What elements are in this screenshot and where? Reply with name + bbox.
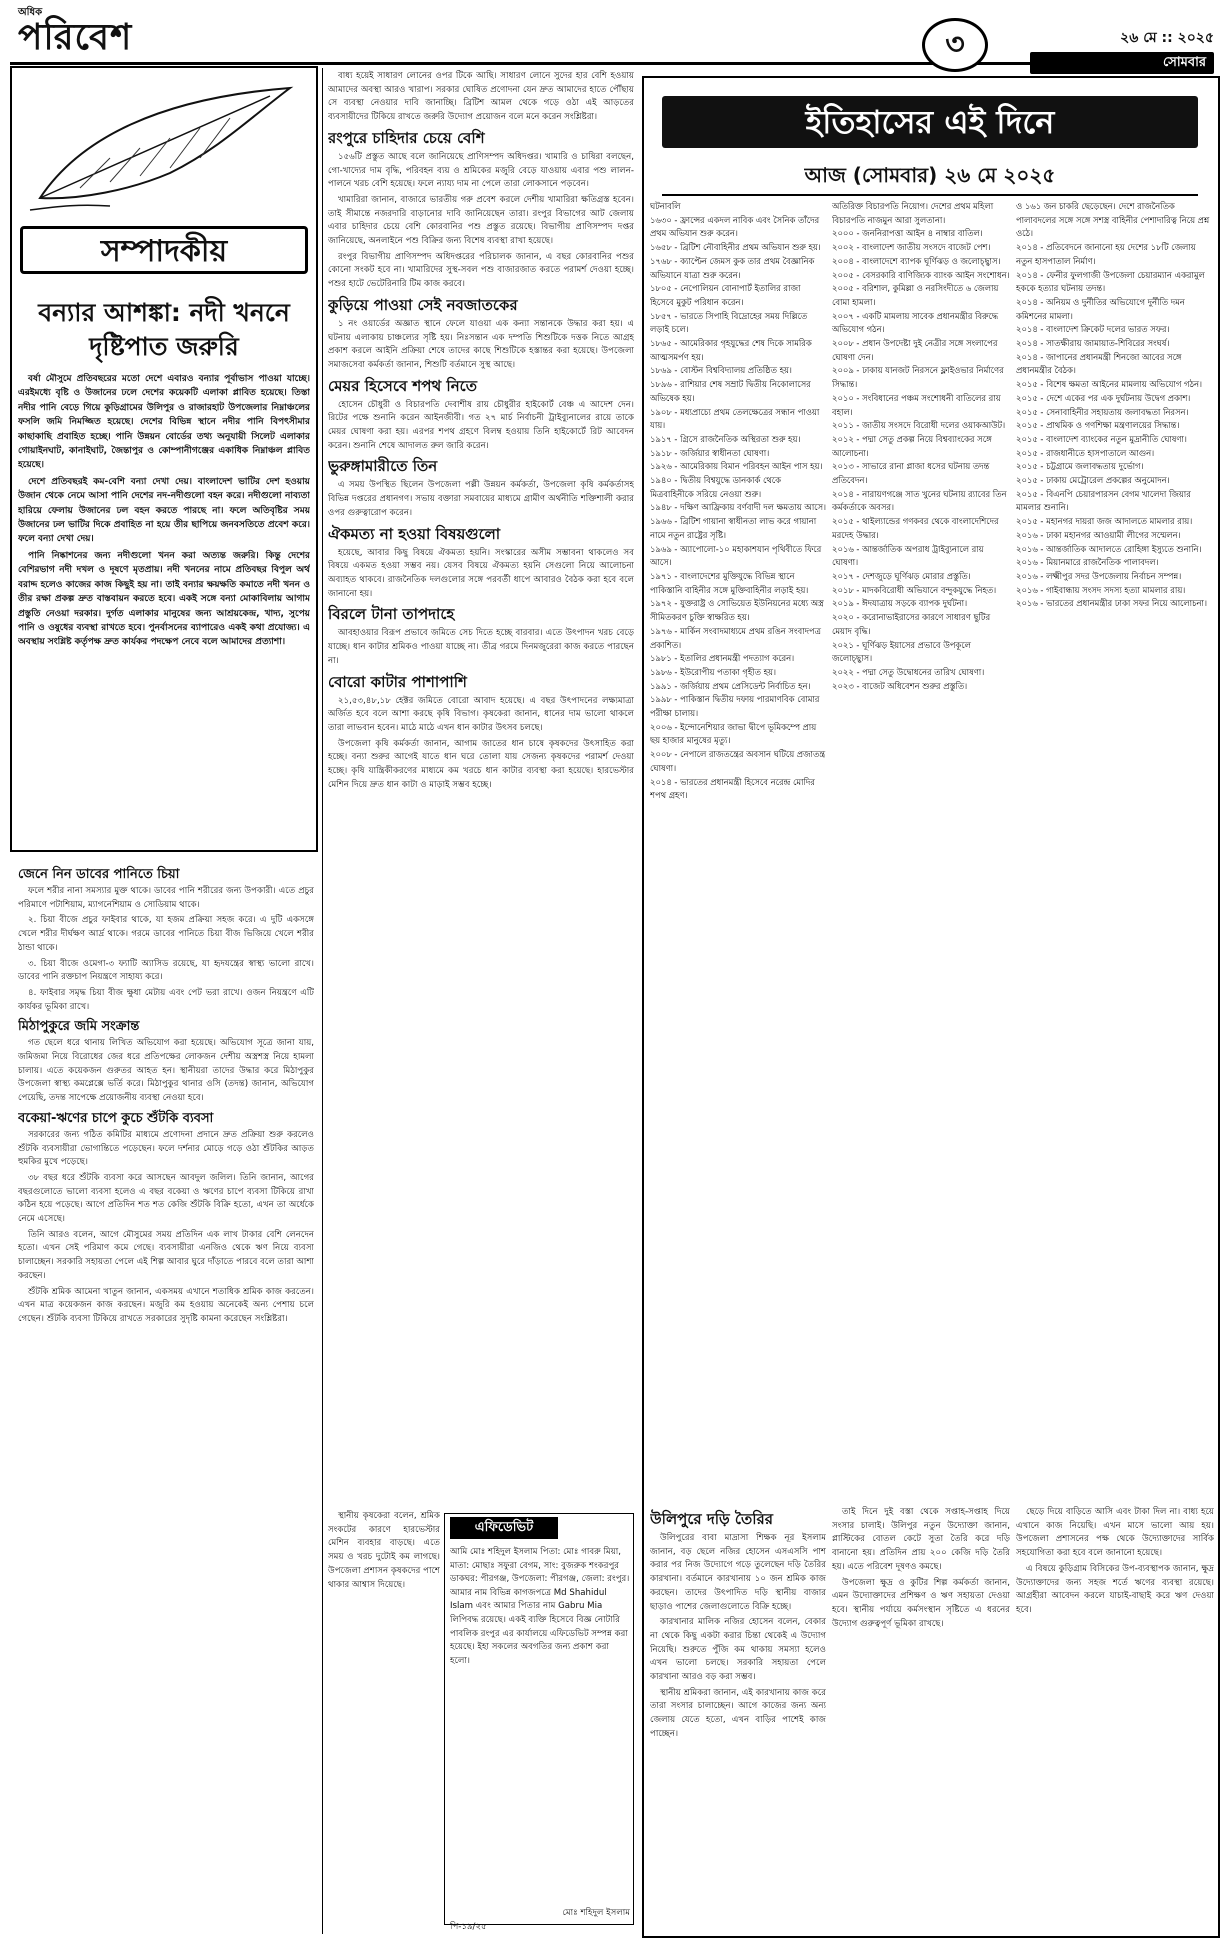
history-entry: ১৯২৬ - আমেরিকায় বিমান পরিবহন আইন পাস হয়। xyxy=(650,461,823,472)
history-title: ইতিহাসের এই দিনে xyxy=(662,96,1198,148)
history-entry: ও ১৬১ জন চাকরি ছেড়েছেন। দেশে রাজনৈতিক পালাবদলের সঙ্গে সঙ্গে সশস্ত্র বাহিনীর পেশাদারিত্ব নিয়ে প্রশ্ন ওঠে। xyxy=(1016,201,1210,239)
history-column-1 xyxy=(650,200,826,1500)
history-entry: ২০১৫ - বিএনপি চেয়ারপারসন বেগম খালেদা জিয়ার মামলার শুনানি। xyxy=(1016,488,1191,513)
article-paragraph: ৩৮ বছর ধরে শুঁটকি ব্যবসা করে আসছেন আবদুল জলিল। তিনি জানান, আগের বছরগুলোতে ভালো ব্যবসা হলেও এ বছর বকেয়া ও ঋণের চাপে ব্যবসা টিকিয়ে রাখা কঠিন হয়ে পড়েছে। আগে প্রতিদিন শত শত কেজি শুঁটকি বিক্রি হতো, এখন তা অর্ধেকে নেমে এসেছে। xyxy=(18,1172,314,1225)
article-paragraph: গত ছেলে ধরে থানায় লিখিত অভিযোগ করা হয়েছে। অভিযোগ সূত্রে জানা যায়, জমিজমা নিয়ে বিরোধের জের ধরে প্রতিপক্ষের লোকজন দেশীয় অস্ত্রশস্ত্র নিয়ে হামলা চালায়। এতে কয়েকজন গুরুতর আহত হন। স্থানীয়রা তাদের উদ্ধার করে মিঠাপুকুর উপজেলা স্বাস্থ্য কমপ্লেক্সে ভর্তি করে। মিঠাপুকুর থানার ওসি (তদন্ত) জানান, অভিযোগ পেয়েছি, তদন্ত সাপেক্ষে প্রয়োজনীয় ব্যবস্থা নেওয়া হবে। xyxy=(18,1038,314,1104)
article-paragraph: কারখানার মালিক নজির হোসেন বলেন, বেকার না থেকে কিছু একটা করার চিন্তা থেকেই এ উদ্যোগ নিয়েছি। শুরুতে পুঁজি কম থাকায় সমস্যা হলেও এখন ভালো চলছে। সরকারি সহায়তা পেলে কারখানা আরও বড় করা সম্ভব। xyxy=(650,1617,826,1683)
history-entry: ১৯৪৮ - দক্ষিণ আফ্রিকায় বর্ণবাদী দল ক্ষমতায় আসে। xyxy=(650,502,826,513)
article-paragraph: ছেড়ে দিয়ে বাড়িতে আসি এবং টাকা দিল না। বাধ্য হয়ে এখানে কাজ নিয়েছি। এখন মাসে ভালো আয় হয়। উপজেলা প্রশাসনের পক্ষ থেকে উদ্যোক্তাদের সার্বিক সহযোগিতা করা হবে বলে জানানো হয়েছে। xyxy=(1016,1507,1214,1559)
history-entry: ১৯৭৬ - মার্কিন সংবাদমাধ্যমে প্রথম রঙিন সংবাদপত্র প্রকাশিত। xyxy=(650,625,821,650)
editorial-headline: বন্যার আশঙ্কা: নদী খননে দৃষ্টিপাত জরুরি xyxy=(38,298,290,361)
history-entry: ২০১৩ - সাভারে রানা প্লাজা ধসের ঘটনায় তদন্ত প্রতিবেদন। xyxy=(832,461,990,486)
history-entry: ২০০০ - জননিরাপত্তা আইন ৪ নাম্বার বাতিল। xyxy=(832,228,983,239)
history-entry: ১৯১৮ - জর্জিয়ার স্বাধীনতা ঘোষণা। xyxy=(650,447,770,458)
article-headline: বোরো কাটার পাশাপাশি xyxy=(328,672,467,691)
article-paragraph: ২. চিয়া বীজে প্রচুর ফাইবার থাকে, যা হজম প্রক্রিয়া সহজ করে। এ দুটি একসঙ্গে খেলে শরীর দীর্ঘক্ষণ আর্দ্র থাকে। গরমে ডাবের পানিতে চিয়া বীজ ভিজিয়ে খেলে শরীর ঠান্ডা থাকে। xyxy=(18,915,314,953)
article-paragraph: ১ নং ওয়ার্ডের অজ্ঞাত স্থানে ফেলে যাওয়া এক কন্যা সন্তানকে উদ্ধার করা হয়। এ ঘটনায় এলাকায় চাঞ্চল্যের সৃষ্টি হয়। নিঃসন্তান এক দম্পতি শিশুটিকে দত্তক নিতে আগ্রহ প্রকাশ করলে আইনি প্রক্রিয়া শেষে তাদের কাছে শিশুটিকে হস্তান্তর করা হয়েছে। উপজেলা সমাজসেবা কর্মকর্তা জানান, শিশুটি বর্তমানে সুস্থ আছে। xyxy=(328,318,634,370)
article-headline: বিরলে টানা তাপদাহে xyxy=(328,605,455,624)
article-paragraph: সরকারের জন্য গঠিত কমিটির মাধ্যমে প্রণোদনা প্রদানে দ্রুত প্রক্রিয়া শুরু করলেও শুঁটকি ব্যবসায়ীরা ভোগান্তিতে পড়েছেন। ফলে দর্শনার মোড়ে গড়ে ওঠা শুঁটকির আড়ত হুমকির মুখে পড়েছে। xyxy=(18,1129,314,1168)
history-entry: ১৭৬৮ - ক্যাপ্টেন জেমস কুক তার প্রথম বৈজ্ঞানিক অভিযানে যাত্রা শুরু করেন। xyxy=(650,255,815,280)
issue-date: ২৬ মে :: ২০২৫ xyxy=(1120,30,1214,46)
article-paragraph: তাই দিনে দুই বস্তা থেকে সপ্তাহ-সপ্তাহ দিয়ে সংসার চালাই। উলিপুর নতুন উদ্যোক্তা জানান, প্লাস্টিকের বোতল কেটে সুতা তৈরি করে দড়ি বানানো হয়। প্রতিদিন প্রায় ২০০ কেজি দড়ি তৈরি হয়। এতে পরিবেশ দূষণও কমছে। xyxy=(832,1507,1010,1572)
history-entry: ২০১৫ - রাজধানীতে হাসপাতালে আগুন। xyxy=(1016,447,1155,458)
history-entry: ২০১৪ - বাংলাদেশ ক্রিকেট দলের ভারত সফর। xyxy=(1016,324,1170,335)
history-entry: ২০০৪ - বাংলাদেশে ব্যাপক ঘূর্ণিঝড় ও জলোচ্ছ্বাস। xyxy=(832,255,1001,266)
history-column-3 xyxy=(1016,200,1214,1500)
history-entry: ২০১৬ - গাইবান্ধায় সংসদ সদস্য হত্যা মামলার রায়। xyxy=(1016,584,1186,595)
article-paragraph: হয়েছে, আবার কিছু বিষয়ে ঐকমত্য হয়নি। সংস্কারের অসীম সম্ভাবনা থাকলেও সব বিষয়ে একমত হওয়া সম্ভব নয়। যেসব বিষয়ে ঐকমত্য হয়নি সেগুলো নিয়ে আলোচনা অব্যাহত থাকবে। রাজনৈতিক দলগুলোর সঙ্গে পরবর্তী ধাপে আবারও বৈঠক করা হবে বলে জানানো হয়। xyxy=(328,547,634,599)
history-entry: ১৮৬৫ - আমেরিকার গৃহযুদ্ধের শেষ দিকে সামরিক আত্মসমর্পণ হয়। xyxy=(650,338,812,362)
history-entry: ১৯৮৬ - ইউরোপীয় পতাকা গৃহীত হয়। xyxy=(650,666,776,677)
article-headline: বকেয়া-ঋণের চাপে কুচে শুঁটকি ব্যবসা xyxy=(18,1110,214,1126)
article-paragraph: খামারিরা জানান, বাজারে ভারতীয় গরু প্রবেশ করলে দেশীয় খামারিরা ক্ষতিগ্রস্ত হবেন। তাই সীমান্তে নজরদারি বাড়ানোর দাবি জানিয়েছেন তারা। রংপুর বিভাগের আট জেলায় এবার চাহিদার চেয়ে বেশি কোরবানির পশু প্রস্তুত রয়েছে। বিভাগীয় প্রাণিসম্পদ দপ্তর জানিয়েছে, অনলাইনে পশু বিক্রির জন্য বিশেষ ব্যবস্থা রাখা হয়েছে। xyxy=(328,194,634,247)
history-entry: ২০১৪ - ভারতের প্রধানমন্ত্রী হিসেবে নরেন্দ্র মোদির শপথ গ্রহণ। xyxy=(650,776,815,801)
history-entry: ১৮৫৭ - ভারতে সিপাহি বিদ্রোহের সময় দিল্লিতে লড়াই চলে। xyxy=(650,310,808,335)
article-headline: মেয়র হিসেবে শপথ নিতে xyxy=(328,376,477,395)
history-entry: ২০০৬ - ইন্দোনেশিয়ার জাভা দ্বীপে ভূমিকম্পে প্রায় ছয় হাজার মানুষের মৃত্যু। xyxy=(650,721,817,746)
bottom-article-column-2 xyxy=(832,1506,1010,1934)
article-paragraph: ২১,৫৩,৪৮,১৮ হেক্টর জমিতে বোরো আবাদ হয়েছে। এ বছর উৎপাদনের লক্ষ্যমাত্রা অর্জিত হবে বলে আশা করছে কৃষি বিভাগ। কৃষকেরা জানান, ধানের দাম ভালো থাকলে তারা লাভবান হবেন। মাঠে মাঠে এখন ধান কাটার উৎসব চলছে। xyxy=(328,695,634,733)
article-paragraph: উপজেলা কৃষি কর্মকর্তা জানান, আগাম জাতের ধান চাষে কৃষকদের উৎসাহিত করা হচ্ছে। বন্যা শুরুর আগেই যাতে ধান ঘরে তোলা যায় সেজন্য কৃষকদের পরামর্শ দেওয়া হচ্ছে। কৃষি যান্ত্রিকীকরণের মাধ্যমে কম খরচে ধান কাটার ব্যবস্থা করা হয়েছে। হারভেস্টার মেশিন দিয়ে দ্রুত ধান কাটা ও মাড়াই সম্ভব হচ্ছে। xyxy=(328,738,634,790)
history-entry: ২০০৫ - বেসরকারি বাণিজ্যিক ব্যাংক আইন সংশোধন। xyxy=(832,269,1010,280)
article-headline: ঐকমত্য না হওয়া বিষয়গুলো xyxy=(328,524,501,543)
history-entry: ২০১৫ - মহানগর দায়রা জজ আদালতে মামলার রায়। xyxy=(1016,516,1193,527)
issue-day: সোমবার xyxy=(1030,52,1214,74)
history-entry: ২০১৪ - নারায়ণগঞ্জে সাত খুনের ঘটনায় র‍্যাবের তিন কর্মকর্তাকে অবসর। xyxy=(832,488,1007,513)
history-entry: ১৮৯৬ - রাশিয়ার শেষ সম্রাট দ্বিতীয় নিকোলাসের অভিষেক হয়। xyxy=(650,379,811,403)
history-entry: ২০১৬ - মিয়ানমারে রাজনৈতিক পালাবদল। xyxy=(1016,557,1159,568)
history-entry: ১৬৫৮ - ব্রিটিশ নৌবাহিনীর প্রথম অভিযান শুরু হয়। xyxy=(650,242,821,253)
article-headline: জেনে নিন ডাবের পানিতে চিয়া xyxy=(18,867,180,882)
history-entry: ২০১১ - জাতীয় সংসদে বিরোধী দলের ওয়াকআউট। xyxy=(832,420,1006,431)
history-entry: ২০১৫ - বাংলাদেশ ব্যাংকের নতুন মুদ্রানীতি ঘোষণা। xyxy=(1016,433,1187,444)
article-paragraph: ফলে শরীর নানা সমস্যার মুক্ত থাকে। ডাবের পানি শরীরের জন্য উপকারী। এতে প্রচুর পরিমাণে পটাশিয়াম, ম্যাগনেশিয়াম ও সোডিয়াম থাকে। xyxy=(18,886,314,910)
history-subtitle-rule xyxy=(662,194,1198,196)
history-entry: ২০১৭ - দেশজুড়ে ঘূর্ণিঝড় মোরার প্রস্তুতি। xyxy=(832,570,971,581)
history-entry: ২০০৮ - নেপালে রাজতন্ত্রের অবসান ঘটিয়ে প্রজাতন্ত্র ঘোষণা। xyxy=(650,749,826,773)
history-entry: ২০২৩ - বাজেট অধিবেশন শুরুর প্রস্তুতি। xyxy=(832,680,968,691)
article-paragraph: তিনি আরও বলেন, আগে মৌসুমের সময় প্রতিদিন এক লাখ টাকার বেশি লেনদেন হতো। এখন সেই পরিমাণ কমে গেছে। ব্যবসায়ীরা এনজিও থেকে ঋণ নিয়ে ব্যবসা চালাচ্ছেন। সরকারি সহায়তা পেলে এই শিল্প আবার ঘুরে দাঁড়াতে পারবে বলে তারা আশা করছেন। xyxy=(18,1229,314,1281)
history-entry: ২০১৬ - আন্তর্জাতিক আদালতে রোহিঙ্গা ইস্যুতে শুনানি। xyxy=(1016,543,1202,554)
history-entry: ২০১৫ - চট্টগ্রামে জলাবদ্ধতায় দুর্ভোগ। xyxy=(1016,461,1144,472)
history-entry: ১৯৮১ - ইতালির প্রধানমন্ত্রী পদত্যাগ করেন। xyxy=(650,653,795,664)
history-entry: ২০১৫ - থাইল্যান্ডের গণকবর থেকে বাংলাদেশিদের মরদেহ উদ্ধার। xyxy=(832,516,999,540)
history-entry: ২০১৬ - ভারতের প্রধানমন্ত্রীর ঢাকা সফর নিয়ে আলোচনা। xyxy=(1016,598,1207,609)
history-entry: ২০১৫ - দেশে একের পর এক দুর্ঘটনায় উদ্বেগ প্রকাশ। xyxy=(1016,392,1191,403)
history-entry: ২০০৮ - প্রধান উপদেষ্টা দুই নেত্রীর সঙ্গে সংলাপের ঘোষণা দেন। xyxy=(832,338,998,362)
history-entry: ১৯৭১ - বাংলাদেশের মুক্তিযুদ্ধে বিভিন্ন স্থানে পাকিস্তানি বাহিনীর সঙ্গে মুক্তিবাহিনীর লড়াই হয়। xyxy=(650,570,809,595)
history-entry: ২০১৪ - অনিয়ম ও দুর্নীতির অভিযোগে দুর্নীতি দমন কমিশনের মামলা। xyxy=(1016,296,1185,321)
column-divider xyxy=(322,68,323,1934)
article-paragraph: স্থানীয় কৃষকেরা বলেন, শ্রমিক সংকটের কারণে হারভেস্টার মেশিন ব্যবহার বাড়ছে। এতে সময় ও খরচ দুটোই কম লাগছে। উপজেলা প্রশাসন কৃষকদের পাশে থাকার আশ্বাস দিয়েছে। xyxy=(328,1511,440,1590)
article-headline: ভুরুঙ্গামারীতে তিন xyxy=(328,457,438,476)
history-entry: ২০১৮ - মাদকবিরোধী অভিযানে বন্দুকযুদ্ধে নিহত। xyxy=(832,584,997,595)
history-entry: ২০২১ - ঘূর্ণিঝড় ইয়াসের প্রভাবে উপকূলে জলোচ্ছ্বাস। xyxy=(832,639,971,664)
history-subtitle: আজ (সোমবার) ২৬ মে ২০২৫ xyxy=(804,163,1056,187)
history-entry: ১৬৩০ - ফ্রান্সের একদল নাবিক এবং সৈনিক তাঁদের প্রথম অভিযান শুরু করেন। xyxy=(650,214,820,239)
article-paragraph: এ সময় উপস্থিত ছিলেন উপজেলা পল্লী উন্নয়ন কর্মকর্তা, উপজেলা কৃষি কর্মকর্তাসহ বিভিন্ন দপ্তরের প্রধানগণ। সভায় বক্তারা সমবায়ের মাধ্যমে গ্রামীণ অর্থনীতি শক্তিশালী করার ওপর গুরুত্বারোপ করেন। xyxy=(328,480,634,518)
logo-tagline: অধিক xyxy=(18,7,43,18)
feather-pen-icon xyxy=(20,78,310,218)
history-entry: ১৯৯১ - জর্জিয়ায় প্রথম প্রেসিডেন্ট নির্বাচিত হন। xyxy=(650,680,811,691)
affidavit-title: এফিডেভিট xyxy=(450,1517,558,1539)
history-entry: ২০১৬ - আন্তর্জাতিক অপরাধ ট্রাইব্যুনালে রায় ঘোষণা। xyxy=(832,543,984,568)
history-entry: ২০০৫ - বরিশাল, কুমিল্লা ও নরসিংদীতে ৬ জেলায় বোমা হামলা। xyxy=(832,283,999,307)
history-entry: ১৯৬৬ - ব্রিটিশ গায়ানা স্বাধীনতা লাভ করে গায়ানা নামে নতুন রাষ্ট্রের সৃষ্টি। xyxy=(650,516,817,540)
history-entry: ১৯৭২ - যুক্তরাষ্ট্র ও সোভিয়েত ইউনিয়নের মধ্যে অস্ত্র সীমিতকরণ চুক্তি স্বাক্ষরিত হয়। xyxy=(650,598,824,623)
history-entry: ২০১৪ - প্রতিবেদনে জানানো হয় দেশের ১৮টি জেলায় নতুন হাসপাতাল নির্মাণ। xyxy=(1016,242,1196,266)
history-entry: ২০১৯ - ঈদযাত্রায় সড়কে ব্যাপক দুর্ঘটনা। xyxy=(832,598,968,609)
article-headline: মিঠাপুকুরে জমি সংক্রান্ত xyxy=(18,1019,140,1035)
newspaper-logo xyxy=(18,8,198,60)
left-news-column xyxy=(18,862,314,1932)
article-paragraph: আবহাওয়ার বিরূপ প্রভাবে জমিতে সেচ দিতে হচ্ছে বারবার। এতে উৎপাদন খরচ বেড়ে যাচ্ছে। ধান কাটার শ্রমিকও পাওয়া যাচ্ছে না। তীব্র গরমে দিনমজুরেরা কাজ করতে পারছেন না। xyxy=(328,628,634,666)
middle-news-column xyxy=(328,70,634,1506)
history-entry: ২০১৪ - সাতক্ষীরায় জামায়াত-শিবিরের সংঘর্ষ। xyxy=(1016,338,1170,349)
history-entry: ঘটনাবলি xyxy=(650,201,681,211)
history-entry: ২০১০ - সংবিধানের পঞ্চম সংশোধনী বাতিলের রায় বহাল। xyxy=(832,392,1001,417)
history-entry: ২০২০ - করোনাভাইরাসের কারণে সাধারণ ছুটির মেয়াদ বৃদ্ধি। xyxy=(832,612,991,636)
history-entry: অতিরিক্ত বিচারপতি নিয়োগ। দেশের প্রথম মহিলা বিচারপতি নাজমুন আরা সুলতানা। xyxy=(832,201,994,225)
article-headline: কুড়িয়ে পাওয়া সেই নবজাতকের xyxy=(328,295,518,314)
history-entry: ২০১৫ - সেনাবাহিনীর সহায়তায় জলাবদ্ধতা নিরসন। xyxy=(1016,406,1189,417)
history-entry: ১৮০৫ - নেপোলিয়ন বোনাপার্ট ইতালির রাজা হিসেবে মুকুট পরিধান করেন। xyxy=(650,283,801,307)
history-entry: ১৯৪০ - দ্বিতীয় বিশ্বযুদ্ধে ডানকার্ক থেকে মিত্রবাহিনীকে সরিয়ে নেওয়া শুরু। xyxy=(650,475,782,499)
page-number: ৩ xyxy=(922,18,988,72)
history-column-2 xyxy=(832,200,1010,1500)
history-entry: ২০১৫ - বিশেষ ক্ষমতা আইনের মামলায় অভিযোগ গঠন। xyxy=(1016,379,1202,390)
affidavit-code: পি-১৯/২৫ xyxy=(450,1922,487,1932)
article-paragraph: উপজেলা ক্ষুদ্র ও কুটির শিল্প কর্মকর্তা জানান, এমন উদ্যোক্তাদের প্রশিক্ষণ ও ঋণ সহায়তা দেওয়া হবে। স্থানীয় পর্যায়ে কর্মসংস্থান সৃষ্টিতে এ ধরনের উদ্যোগ গুরুত্বপূর্ণ ভূমিকা রাখছে। xyxy=(832,1577,1010,1629)
article-headline: উলিপুরে দড়ি তৈরির xyxy=(650,1510,774,1528)
history-entry: ১৯১৭ - গ্রিসে রাজনৈতিক অস্থিরতা শুরু হয়। xyxy=(650,433,801,444)
editorial-label: সম্পাদকীয় xyxy=(20,226,308,274)
editorial-paragraph: দেশে প্রতিবছরই কম-বেশি বন্যা দেখা দেয়। বাংলাদেশ ভাটির দেশ হওয়ায় উজান থেকে নেমে আসা পানি দেশের নদ-নদীগুলো বহন করে। নদীগুলো নাব্যতা হারিয়ে ফেলায় উজানের ঢল বহন করতে পারছে না। ফলে অতিবৃষ্টির সময় উজানের ঢল ভাটির দিকে প্রবাহিত না হয়ে তীর ছাপিয়ে জনবসতিতে প্রবেশ করে। ফলে বন্যা দেখা দেয়। xyxy=(18,476,310,545)
article-paragraph: এ বিষয়ে কুড়িগ্রাম বিসিকের উপ-ব্যবস্থাপক জানান, ক্ষুদ্র উদ্যোক্তাদের জন্য সহজ শর্তে ঋণের ব্যবস্থা রয়েছে। আগ্রহীরা আবেদন করলে যাচাই-বাছাই করে ঋণ দেওয়া হবে। xyxy=(1016,1563,1214,1615)
bottom-article-column-1 xyxy=(650,1506,826,1934)
editorial-paragraph: বর্ষা মৌসুমে প্রতিবছরের মতো দেশে এবারও বন্যার পূর্বাভাস পাওয়া যাচ্ছে। এরইমধ্যে বৃষ্টি ও উজানের ঢলে দেশের কয়েকটি এলাকা প্লাবিত হয়েছে। তিস্তা নদীর পানি বেড়ে গিয়ে কুড়িগ্রামের উলিপুর ও রাজারহাট উপজেলার নিম্নাঞ্চলের ফসলি জমি নিমজ্জিত হয়েছে। দেশের বিভিন্ন স্থানে নদীর পানি বিপৎসীমার কাছাকাছি প্রবাহিত হচ্ছে। পানি উন্নয়ন বোর্ডের তথ্য অনুযায়ী সিলেট এলাকার গোয়াইনঘাট, কানাইঘাট, জৈন্তাপুর ও কোম্পানীগঞ্জের একাধিক নিম্নাঞ্চল প্লাবিত হয়েছে। xyxy=(18,374,310,471)
history-entry: ২০১৬ - লক্ষ্মীপুর সদর উপজেলায় নির্বাচন সম্পন্ন। xyxy=(1016,570,1182,581)
middle-news-column-continued xyxy=(328,1510,440,1934)
history-entry: ১৯০৮ - মধ্যপ্রাচ্যে প্রথম তেলক্ষেত্রের সন্ধান পাওয়া যায়। xyxy=(650,406,820,431)
article-paragraph: বাধ্য হয়েই সাধারণ লোনের ওপর টিকে আছি। সাধারণ লোনে সুদের হার বেশি হওয়ায় আমাদের অবস্থা আরও খারাপ। সরকার ঘোষিত প্রণোদনা যেন দ্রুত আমাদের হাতে পৌঁছায় সে ব্যবস্থা নেওয়ার দাবি জানাচ্ছি। ব্রিটিশ আমল থেকে গড়ে ওঠা এই আড়তের ব্যবসায়ীদের টিকিয়ে রাখতে জরুরি উদ্যোগ প্রয়োজন বলে মনে করেন সংশ্লিষ্টরা। xyxy=(328,71,634,123)
history-entry: ১৯৯৮ - পাকিস্তান দ্বিতীয় দফায় পারমাণবিক বোমার পরীক্ষা চালায়। xyxy=(650,694,820,719)
history-entry: ২০২২ - পদ্মা সেতু উদ্বোধনের তারিখ ঘোষণা। xyxy=(832,666,985,677)
history-entry: ১৯৬৯ - অ্যাপোলো-১০ মহাকাশযান পৃথিবীতে ফিরে আসে। xyxy=(650,543,822,568)
article-paragraph: ৪. ফাইবার সমৃদ্ধ চিয়া বীজ ক্ষুধা মেটায় এবং পেট ভরা রাখে। ওজন নিয়ন্ত্রণে এটি কার্যকর ভূমিকা রাখে। xyxy=(18,987,314,1012)
history-entry: ১৮৬৯ - বোস্টন বিশ্ববিদ্যালয় প্রতিষ্ঠিত হয়। xyxy=(650,365,792,376)
article-headline: রংপুরে চাহিদার চেয়ে বেশি xyxy=(328,128,485,147)
article-paragraph: ১৫৬টি প্রস্তুত আছে বলে জানিয়েছে প্রাণিসম্পদ অধিদপ্তর। খামারি ও চাষিরা বলছেন, গো-খাদ্যের দাম বৃদ্ধি, পরিবহন ব্যয় ও শ্রমিকের মজুরি বেড়ে যাওয়ায় এবার পশু লালন-পালনে খরচ বেশি হয়েছে। ফলে ন্যায্য দাম না পেলে তারা লোকসানে পড়বেন। xyxy=(328,151,634,190)
history-entry: ২০১৬ - ঢাকা মহানগর আওয়ামী লীগের সম্মেলন। xyxy=(1016,529,1181,540)
article-paragraph: শুঁটকি শ্রমিক আমেনা খাতুন জানান, একসময় এখানে শতাধিক শ্রমিক কাজ করতেন। এখন মাত্র কয়েকজন কাজ করছেন। মজুরি কম হওয়ায় অনেকেই অন্য পেশায় চলে গেছেন। শুঁটকি ব্যবসা টিকিয়ে রাখতে সরকারের সুদৃষ্টি কামনা করেছেন সংশ্লিষ্টরা। xyxy=(18,1286,314,1324)
article-paragraph: স্থানীয় শ্রমিকরা জানান, এই কারখানায় কাজ করে তারা সংসার চালাচ্ছেন। আগে কাজের জন্য অন্য জেলায় যেতে হতো, এখন বাড়ির পাশেই কাজ পাচ্ছেন। xyxy=(650,1687,826,1739)
history-entry: ২০১২ - পদ্মা সেতু প্রকল্প নিয়ে বিশ্বব্যাংকের সঙ্গে আলোচনা। xyxy=(832,433,992,458)
article-paragraph: রংপুর বিভাগীয় প্রাণিসম্পদ অধিদপ্তরের পরিচালক জানান, এ বছর কোরবানির পশুর কোনো সংকট হবে না। খামারিদের সুস্থ-সবল পশু বাজারজাত করতে পরামর্শ দেওয়া হচ্ছে। পশুর হাটে ভেটেরিনারি টিম কাজ করবে। xyxy=(328,251,634,290)
editorial-body xyxy=(18,372,310,846)
history-entry: ২০১৫ - ঢাকায় মেট্রোরেল প্রকল্পের অনুমোদন। xyxy=(1016,475,1170,486)
affidavit-body: আমি মোঃ শহিদুল ইসলাম পিতা: মোঃ গাবরু মিয়া, মাতা: মোছাঃ সফুরা বেগম, সাং: বুজরুক শংকরপুর ডাকঘর: পীরগঞ্জ, উপজেলা: পীরগঞ্জ, জেলা: রংপুর। আমার নাম বিভিন্ন কাগজপত্রে Md Shahidul Islam এবং আমার পিতার নাম Gabru Mia লিপিবদ্ধ রয়েছে। একই ব্যক্তি হিসেবে বিজ্ঞ নোটারি পাবলিক রংপুর এর কার্যালয়ে এফিডেভিট সম্পন্ন করা হয়েছে। ইহা সকলের অবগতির জন্য প্রকাশ করা হলো। xyxy=(450,1547,630,1666)
history-entry: ২০১৫ - প্রাথমিক ও গণশিক্ষা মন্ত্রণালয়ের সিদ্ধান্ত। xyxy=(1016,420,1180,431)
article-paragraph: হোসেন চৌধুরী ও বিচারপতি দেবাশীষ রায় চৌধুরীর হাইকোর্ট বেঞ্চ এ আদেশ দেন। রিটের পক্ষে শুনানি করেন আইনজীবী। গত ২৭ মার্চ নির্বাচনী ট্রাইব্যুনালের রায়ে তাকে মেয়র ঘোষণা করা হয়। এরপর শপথ গ্রহণে বিলম্ব হওয়ায় তিনি হাইকোর্টে রিট আবেদন করেন। শুনানি শেষে আদালত রুল জারি করেন। xyxy=(328,399,634,451)
history-entry: ২০০৭ - একটি মামলায় সাবেক প্রধানমন্ত্রীর বিরুদ্ধে অভিযোগ গঠন। xyxy=(832,310,998,335)
history-entry: ২০০৯ - ঢাকায় যানজট নিরসনে ফ্লাইওভার নির্মাণের সিদ্ধান্ত। xyxy=(832,365,1004,390)
article-paragraph: উলিপুরের বাবা মাদ্রাসা শিক্ষক নূর ইসলাম জানান, বড় ছেলে নজির হোসেন এসএসসি পাশ করার পর নিজ উদ্যোগে গড়ে তুলেছেন দড়ি তৈরির কারখানা। বর্তমানে কারখানায় ১০ জন শ্রমিক কাজ করছেন। তাদের উৎপাদিত দড়ি স্থানীয় বাজার ছাড়াও পাশের জেলাগুলোতে বিক্রি হচ্ছে। xyxy=(650,1533,826,1612)
article-paragraph: ৩. চিয়া বীজে ওমেগা-৩ ফ্যাটি অ্যাসিড রয়েছে, যা হৃদযন্ত্রের স্বাস্থ্য ভালো রাখে। ডাবের পানি রক্তচাপ নিয়ন্ত্রণে সাহায্য করে। xyxy=(18,958,314,983)
editorial-paragraph: পানি নিষ্কাশনের জন্য নদীগুলো খনন করা অত্যন্ত জরুরি। কিন্তু দেশের বেশিরভাগ নদী দখল ও দূষণে মৃতপ্রায়। নদী খননের নামে প্রতিবছর বিপুল অর্থ বরাদ্দ হলেও কাজের কাজ কিছুই হয় না। তাই বন্যার ক্ষয়ক্ষতি কমাতে নদী খনন ও তীর রক্ষা প্রকল্প দ্রুত বাস্তবায়ন করতে হবে। একই সঙ্গে বন্যা মোকাবিলায় আগাম প্রস্তুতি নেওয়া দরকার। দুর্গত এলাকার মানুষের জন্য আশ্রয়কেন্দ্র, খাদ্য, সুপেয় পানি ও ওষুধের ব্যবস্থা রাখতে হবে। পুনর্বাসনের ব্যাপারেও একই কথা প্রযোজ্য। এ অবস্থায় সংশ্লিষ্ট কর্তৃপক্ষ দ্রুত কার্যকর পদক্ষেপ নেবে বলে আমাদের প্রত্যাশা। xyxy=(18,550,310,648)
history-entry: ২০১৪ - জাপানের প্রধানমন্ত্রী শিনজো আবের সঙ্গে প্রধানমন্ত্রীর বৈঠক। xyxy=(1016,351,1182,376)
history-entry: ২০১৪ - ফেনীর ফুলগাজী উপজেলা চেয়ারম্যান একরামুল হককে হত্যার ঘটনায় তদন্ত। xyxy=(1016,269,1205,294)
logo-title: পরিবেশ xyxy=(18,17,133,58)
affidavit-signature: মোঃ শহিদুল ইসলাম xyxy=(562,1908,630,1918)
history-entry: ২০০২ - বাংলাদেশ জাতীয় সংসদে বাজেট পেশ। xyxy=(832,242,991,253)
bottom-article-column-3 xyxy=(1016,1506,1214,1934)
